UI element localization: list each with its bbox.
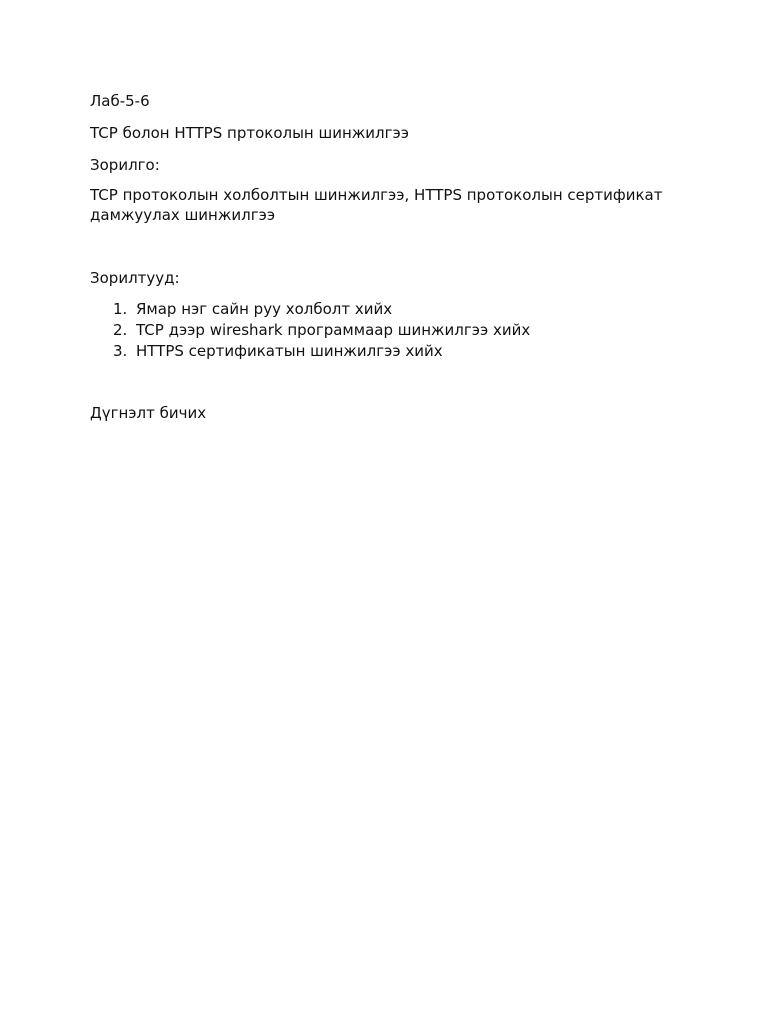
conclusion-text: Дүгнэлт бичих bbox=[90, 404, 207, 422]
goal-text: TCP протоколын холболтын шинжилгээ, HTTPS протоколын сертификат дамжуулах шинжилгээ bbox=[90, 186, 663, 224]
task-number: 2. bbox=[113, 321, 128, 339]
document-title: TCP болон HTTPS пртоколын шинжилгээ bbox=[90, 124, 409, 142]
task-list bbox=[90, 299, 680, 362]
task-text: Ямар нэг сайн руу холболт хийх bbox=[136, 300, 393, 318]
task-item bbox=[90, 299, 680, 320]
task-item bbox=[90, 320, 680, 341]
task-item bbox=[90, 341, 680, 362]
task-text: TCP дээр wireshark программаар шинжилгээ хийх bbox=[136, 321, 531, 339]
task-number: 1. bbox=[113, 300, 128, 318]
task-number: 3. bbox=[113, 342, 128, 360]
tasks-heading: Зорилтууд: bbox=[90, 269, 180, 287]
lab-number: Лаб-5-6 bbox=[90, 92, 150, 110]
task-text: HTTPS сертификатын шинжилгээ хийх bbox=[136, 342, 443, 360]
goal-heading: Зорилго: bbox=[90, 156, 160, 174]
